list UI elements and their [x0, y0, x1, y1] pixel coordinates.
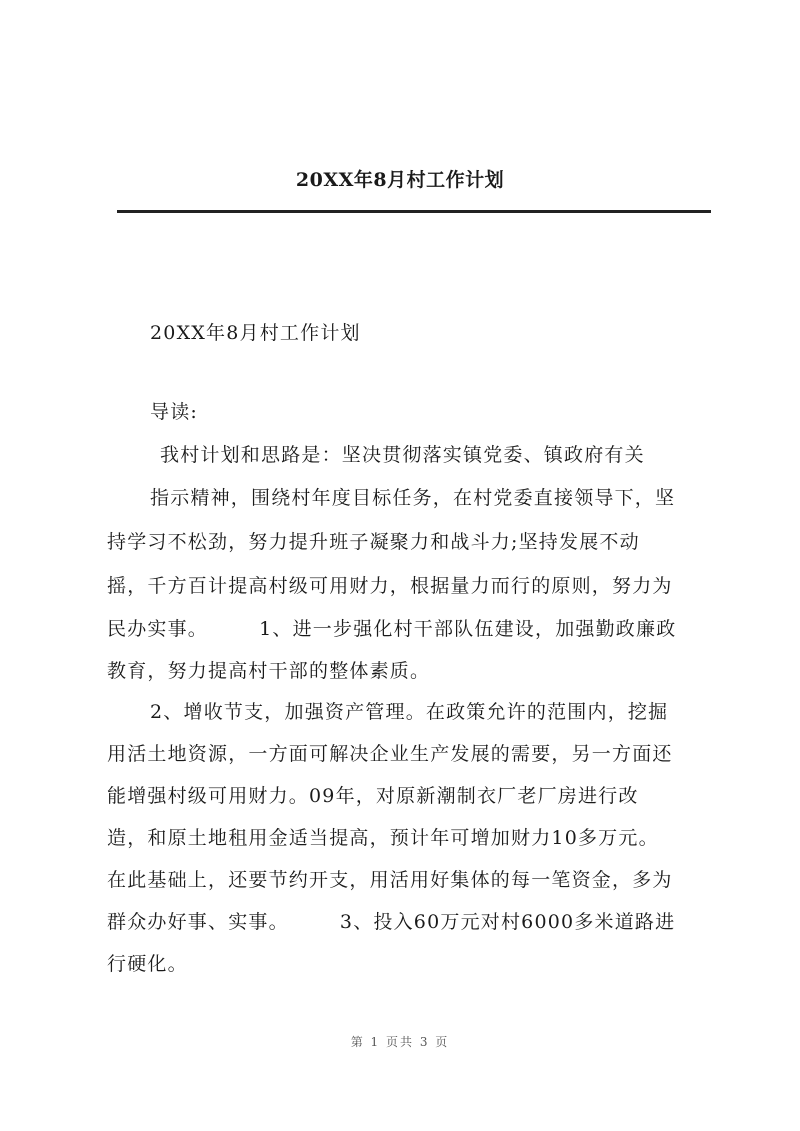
guide-label: 导读: [150, 401, 199, 423]
paragraph-line: 用活土地资源，一方面可解决企业生产发展的需要，另一方面还 [107, 743, 673, 765]
paragraph-line: 群众办好事、实事。 3、投入60万元对村6000多米道路进 [107, 911, 676, 933]
paragraph-line: 民办实事。 1、进一步强化村干部队伍建设，加强勤政廉政 [107, 618, 677, 640]
paragraph-line: 教育，努力提高村干部的整体素质。 [107, 660, 431, 682]
paragraph-line: 造，和原土地租用金适当提高，预计年可增加财力10多万元。 [107, 827, 659, 849]
paragraph-line: 行硬化。 [107, 953, 188, 975]
title-divider [117, 210, 711, 213]
paragraph-line: 2、增收节支，加强资产管理。在政策允许的范围内，挖掘 [150, 701, 669, 723]
paragraph-line: 在此基础上，还要节约开支，用活用好集体的每一笔资金，多为 [107, 869, 673, 891]
paragraph-line: 摇，千方百计提高村级可用财力，根据量力而行的原则，努力为 [107, 575, 673, 597]
subtitle: 20XX年8月村工作计划 [150, 322, 361, 344]
paragraph-line: 持学习不松劲，努力提升班子凝聚力和战斗力;坚持发展不动 [107, 531, 640, 553]
paragraph-line: 能增强村级可用财力。09年，对原新潮制衣厂老厂房进行改 [107, 785, 639, 807]
page-number-footer: 第 1 页共 3 页 [350, 1035, 450, 1049]
paragraph-line: 我村计划和思路是：坚决贯彻落实镇党委、镇政府有关 [160, 444, 645, 466]
paragraph-line: 指示精神，围绕村年度目标任务，在村党委直接领导下，坚 [150, 487, 676, 509]
document-title: 20XX年8月村工作计划 [295, 169, 505, 191]
